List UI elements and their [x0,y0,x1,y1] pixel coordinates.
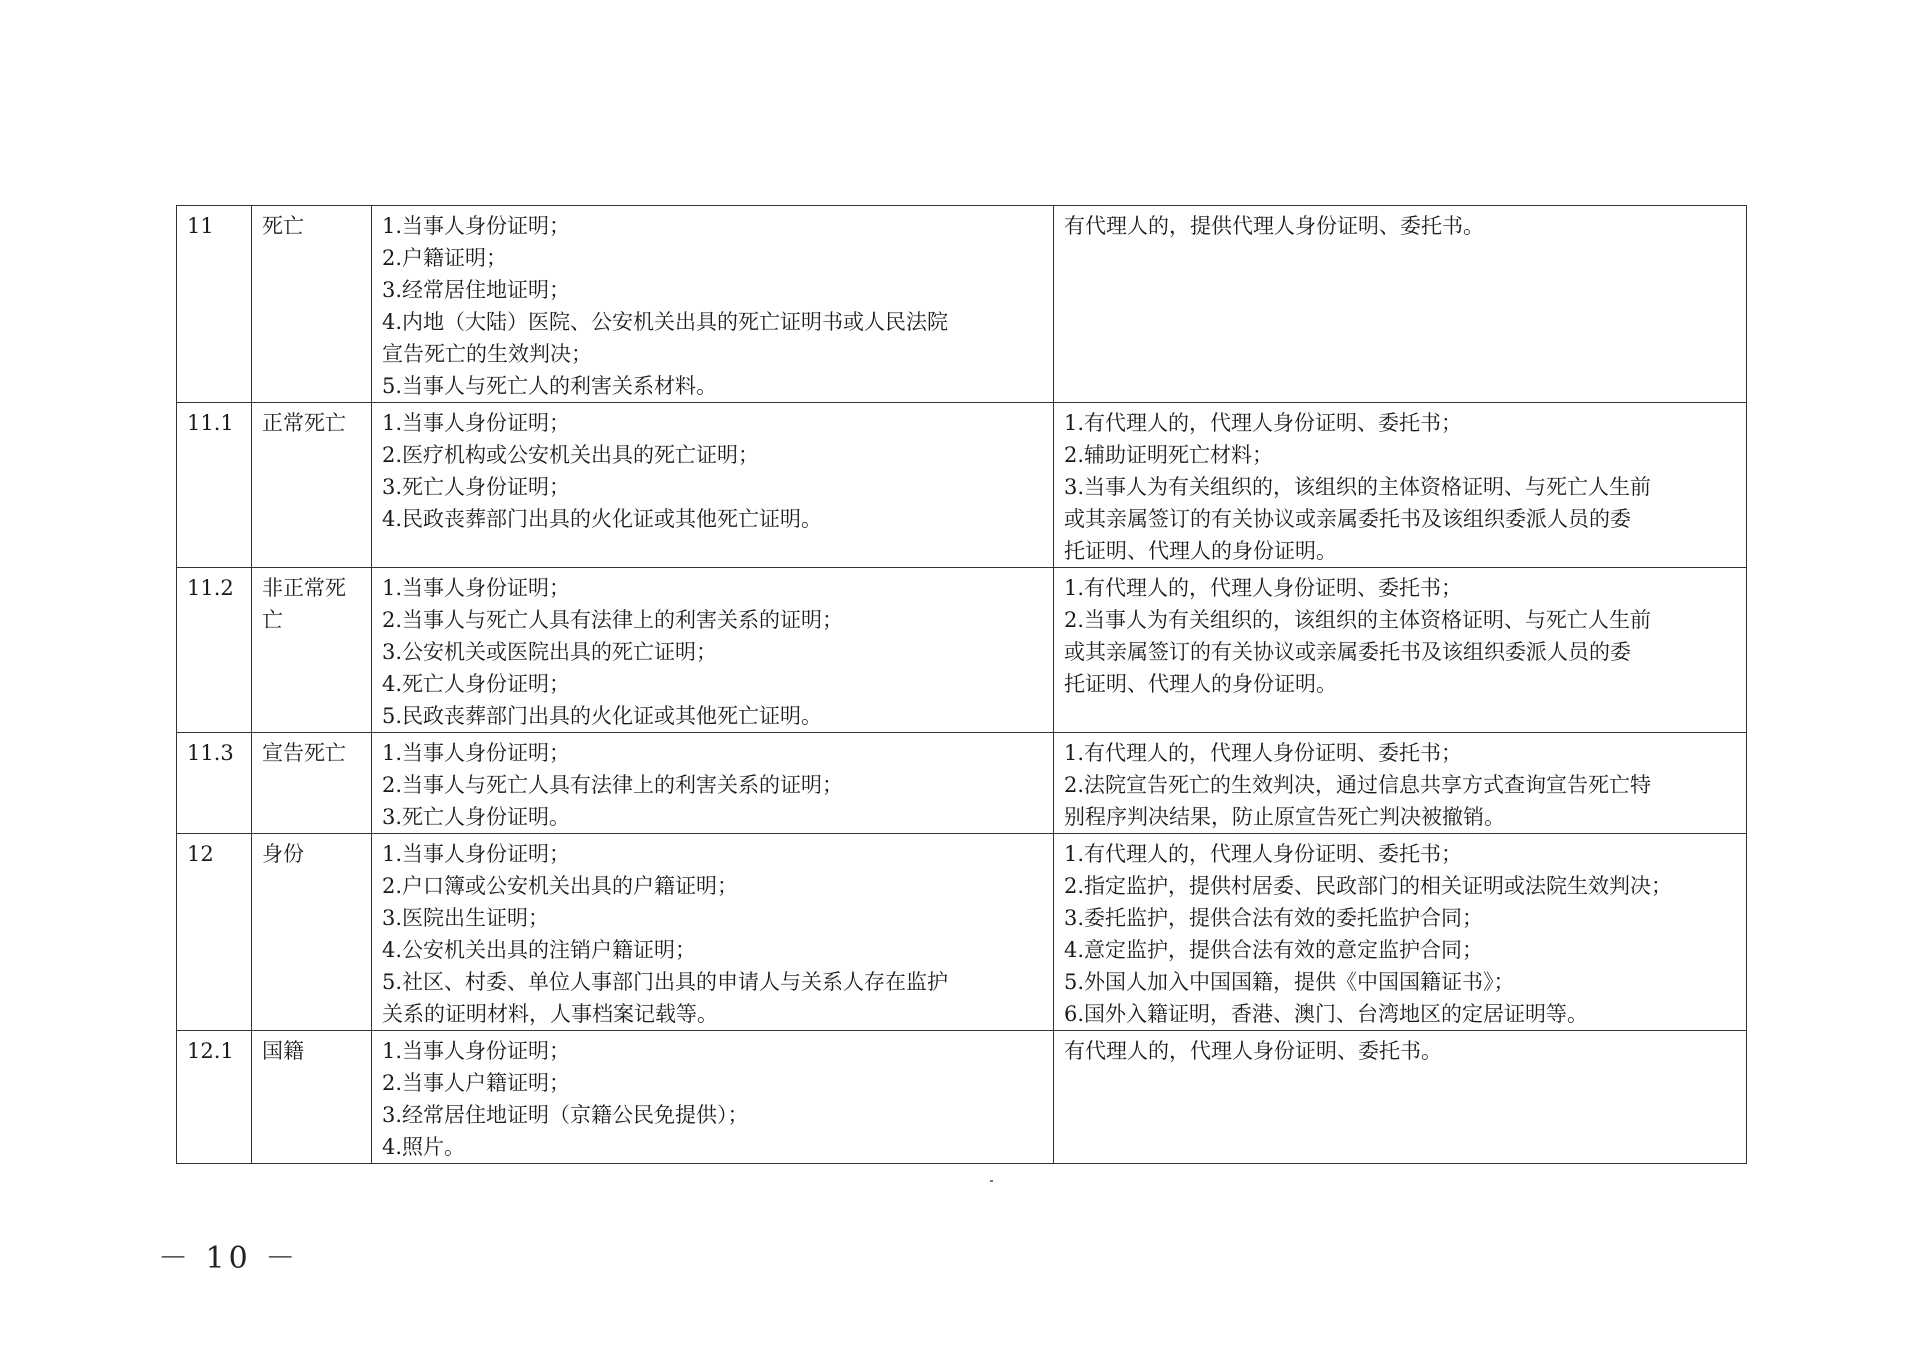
material-line: 4.照片。 [382,1135,466,1159]
material-line: 1.当事人身份证明； [382,842,571,866]
material-line: 3.经常居住地证明（京籍公民免提供）； [382,1103,749,1127]
material-line: 4.公安机关出具的注销户籍证明； [382,938,697,962]
material-line: 2.医疗机构或公安机关出具的死亡证明； [382,443,760,467]
materials-cell [372,403,1054,568]
notes-cell [1054,403,1747,568]
material-line: 3.经常居住地证明； [382,278,571,302]
notes-cell [1054,834,1747,1031]
note-line: 2.指定监护，提供村居委、民政部门的相关证明或法院生效判决； [1064,874,1673,898]
note-line: 托证明、代理人的身份证明。 [1064,539,1337,563]
material-line: 1.当事人身份证明； [382,576,571,600]
row-number: 11.1 [177,403,252,568]
note-line: 3.委托监护，提供合法有效的委托监护合同； [1064,906,1484,930]
note-line: 1.有代理人的，代理人身份证明、委托书； [1064,741,1463,765]
page-number: － 10 － [158,1241,300,1276]
material-line: 宣告死亡的生效判决； [382,342,592,366]
material-line: 2.户口簿或公安机关出具的户籍证明； [382,874,739,898]
note-line: 1.有代理人的，代理人身份证明、委托书； [1064,411,1463,435]
material-line: 1.当事人身份证明； [382,214,571,238]
material-line: 5.民政丧葬部门出具的火化证或其他死亡证明。 [382,704,823,728]
note-line: 1.有代理人的，代理人身份证明、委托书； [1064,842,1463,866]
material-line: 4.死亡人身份证明； [382,672,571,696]
materials-cell [372,834,1054,1031]
table-row [177,733,1747,834]
note-line: 或其亲属签订的有关协议或亲属委托书及该组织委派人员的委 [1064,640,1631,664]
material-line: 2.当事人与死亡人具有法律上的利害关系的证明； [382,608,844,632]
table-row [177,403,1747,568]
row-number: 11.3 [177,733,252,834]
notes-cell [1054,206,1747,403]
table-row [177,568,1747,733]
materials-cell [372,568,1054,733]
row-number: 12 [177,834,252,1031]
row-item: 非正常死亡 [252,568,372,733]
material-line: 3.死亡人身份证明。 [382,805,571,829]
notes-cell [1054,1031,1747,1164]
note-line: 有代理人的，提供代理人身份证明、委托书。 [1064,214,1484,238]
row-item: 宣告死亡 [252,733,372,834]
material-line: 4.民政丧葬部门出具的火化证或其他死亡证明。 [382,507,823,531]
note-line: 2.辅助证明死亡材料； [1064,443,1274,467]
notes-cell [1054,568,1747,733]
note-line: 有代理人的，代理人身份证明、委托书。 [1064,1039,1442,1063]
material-line: 2.当事人与死亡人具有法律上的利害关系的证明； [382,773,844,797]
materials-cell [372,206,1054,403]
materials-cell [372,1031,1054,1164]
material-line: 5.当事人与死亡人的利害关系材料。 [382,374,718,398]
notes-cell [1054,733,1747,834]
material-line: 3.公安机关或医院出具的死亡证明； [382,640,718,664]
scan-speck [990,1180,993,1182]
material-line: 1.当事人身份证明； [382,411,571,435]
material-line: 4.内地（大陆）医院、公安机关出具的死亡证明书或人民法院 [382,310,949,334]
materials-cell [372,733,1054,834]
row-item: 正常死亡 [252,403,372,568]
material-line: 3.死亡人身份证明； [382,475,571,499]
note-line: 或其亲属签订的有关协议或亲属委托书及该组织委派人员的委 [1064,507,1631,531]
row-item: 国籍 [252,1031,372,1164]
note-line: 2.法院宣告死亡的生效判决，通过信息共享方式查询宣告死亡特 [1064,773,1652,797]
requirements-table [176,205,1747,1164]
material-line: 1.当事人身份证明； [382,1039,571,1063]
note-line: 5.外国人加入中国国籍，提供《中国国籍证书》； [1064,970,1515,994]
note-line: 6.国外入籍证明，香港、澳门、台湾地区的定居证明等。 [1064,1002,1589,1026]
row-number: 12.1 [177,1031,252,1164]
table-row [177,206,1747,403]
row-item: 死亡 [252,206,372,403]
note-line: 1.有代理人的，代理人身份证明、委托书； [1064,576,1463,600]
table-row [177,1031,1747,1164]
row-number: 11.2 [177,568,252,733]
note-line: 2.当事人为有关组织的，该组织的主体资格证明、与死亡人生前 [1064,608,1652,632]
row-number: 11 [177,206,252,403]
row-item: 身份 [252,834,372,1031]
table-row [177,834,1747,1031]
note-line: 托证明、代理人的身份证明。 [1064,672,1337,696]
material-line: 3.医院出生证明； [382,906,550,930]
material-line: 2.当事人户籍证明； [382,1071,571,1095]
material-line: 1.当事人身份证明； [382,741,571,765]
material-line: 2.户籍证明； [382,246,508,270]
note-line: 别程序判决结果，防止原宣告死亡判决被撤销。 [1064,805,1505,829]
note-line: 4.意定监护，提供合法有效的意定监护合同； [1064,938,1484,962]
note-line: 3.当事人为有关组织的，该组织的主体资格证明、与死亡人生前 [1064,475,1652,499]
material-line: 5.社区、村委、单位人事部门出具的申请人与关系人存在监护 [382,970,949,994]
material-line: 关系的证明材料，人事档案记载等。 [382,1002,718,1026]
